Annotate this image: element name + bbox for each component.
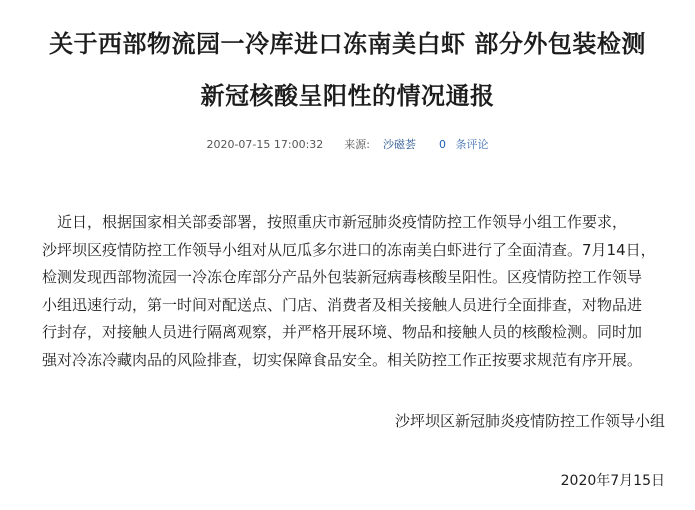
comment-count[interactable]: 0: [439, 138, 447, 151]
issue-date: 2020年7月15日: [560, 473, 665, 489]
body-line: 近日，根据国家相关部委部署，按照重庆市新冠肺炎疫情防控工作领导小组工作要求，: [57, 213, 628, 231]
article-title-line-2: 新冠核酸呈阳性的情况通报: [200, 82, 495, 110]
publish-datetime: 2020-07-15 17:00:32: [206, 138, 324, 151]
body-line: 小组迅速行动，第一时间对配送点、门店、消费者及相关接触人员进行全面排查，对物品进: [42, 295, 643, 314]
article-title-line-1: 关于西部物流园一冷库进口冻南美白虾 部分外包装检测: [49, 30, 646, 58]
body-line: 检测发现西部物流园一冷冻仓库部分产品外包装新冠病毒核酸呈阳性。区疫情防控工作领导: [42, 268, 643, 286]
source-link[interactable]: 沙磁荟: [383, 138, 417, 151]
source-label: 来源:: [344, 138, 371, 151]
issuer-signature: 沙坪坝区新冠肺炎疫情防控工作领导小组: [394, 412, 665, 430]
comment-link[interactable]: 条评论: [455, 138, 489, 151]
body-line: 沙坪坝区疫情防控工作领导小组对从厄瓜多尔进口的冻南美白虾进行了全面清查。7月14日，: [42, 240, 656, 259]
body-line: 行封存，对接触人员进行隔离观察，并严格开展环境、物品和接触人员的核酸检测。同时加: [42, 323, 643, 341]
body-line: 强对冷冻冷藏肉品的风险排查，切实保障食品安全。相关防控工作正按要求规范有序开展。: [42, 350, 643, 369]
article-body: [42, 209, 662, 374]
article-meta: [0, 136, 695, 152]
